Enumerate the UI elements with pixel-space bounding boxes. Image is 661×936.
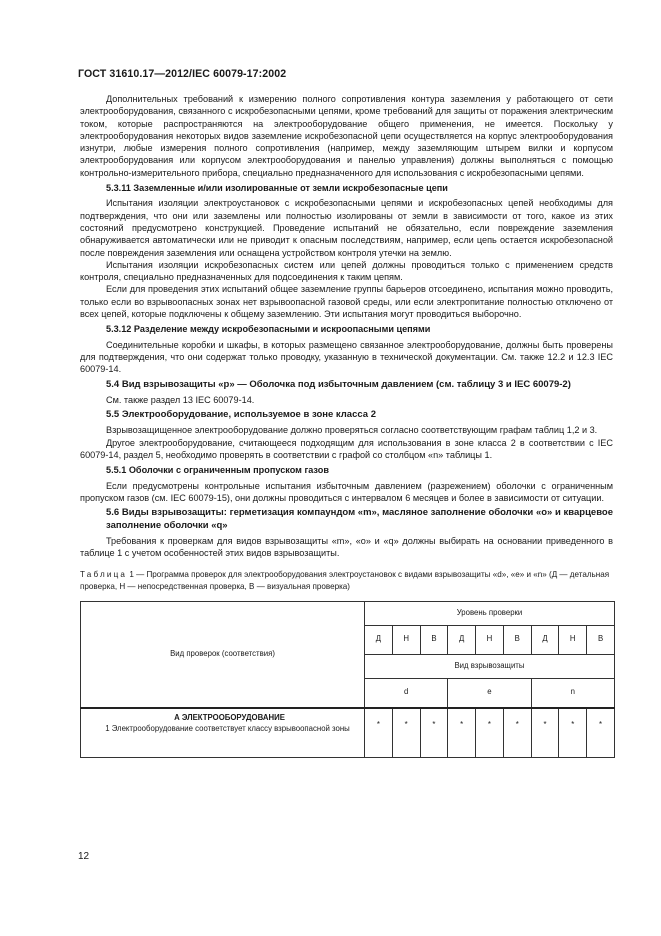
paragraph: Если для проведения этих испытаний общее заземление группы барьеров отсоединено, испытания можно проводить, только если во взрывоопасных зонах нет взрывоопасной газовой среды, или если электропитание полностью отключено от всех цепей, которые подключены к общему заземлению. Эти испытания могут проводиться выборочно. [80, 284, 613, 320]
paragraph: Другое электрооборудование, считающееся подходящим для использования в зоне класса 2 в соответствии с IEC 60079-14, раздел 5, необходимо проверять в соответствии с графой со столбцом «n» таблицы 1. [80, 437, 613, 461]
table-row [81, 708, 615, 758]
level-header: Уровень проверки [365, 601, 615, 625]
table-row-label [81, 708, 365, 758]
paragraph: Испытания изоляции электроустановок с искробезопасными цепями и искробезопасных цепей необходимы для подтверждения, что они или заземлены или полностью изолированы от земли в зависимости от того, какое из этих состояний предусмотрено конструкцией. Проведение испытаний не обязательно, если повреждение заземления обнаруживается автоматически или не приводит к опасным последствиям, например, если цепь остается искробезопасной после повреждения заземления или оснащена устройством контроля утечки на землю. [80, 198, 613, 258]
level-cell: Д [531, 625, 559, 654]
paragraph: Соединительные коробки и шкафы, в которых размещено связанное электрооборудование, должны быть проверены для подтверждения, что они содержат только проводку, указанную в технической документации. См. также 12.2 и 12.3 IEC 60079-14. [80, 339, 613, 375]
paragraph: Требования к проверкам для видов взрывозащиты «m», «о» и «q» должны выбирать на основании приведенного в таблице 1 с учетом особенностей этих видов взрывозащиты. [80, 535, 613, 559]
level-cell: Д [448, 625, 476, 654]
protection-type-cell: n [531, 678, 614, 708]
mark-cell: * [531, 708, 559, 758]
mark-cell: * [392, 708, 420, 758]
section-heading: 5.3.12 Разделение между искробезопасными и искроопасными цепями [106, 324, 431, 335]
level-cell: Н [392, 625, 420, 654]
paragraph: Если предусмотрены контрольные испытания избыточным давлением (разрежением) оболочки с ограниченным пропуском газов (см. IEC 60079-15), они должны проводиться с интервалом 6 месяцев и более в зависимости от ситуации. [80, 480, 613, 503]
paragraph: Взрывозащищенное электрооборудование должно проверяться согласно соответствующим графам таблиц 1,2 и 3. [106, 425, 598, 436]
mark-cell: * [587, 708, 615, 758]
protection-type-cell: e [448, 678, 531, 708]
table-section-a: А ЭЛЕКТРООБОРУДОВАНИЕ [174, 712, 285, 722]
mark-cell: * [476, 708, 504, 758]
document-header: ГОСТ 31610.17—2012/IEC 60079-17:2002 [78, 68, 287, 80]
mark-cell: * [365, 708, 393, 758]
table-header-row [81, 601, 615, 625]
table-row-text: 1 Электрооборудование соответствует классу взрывоопасной зоны [105, 723, 350, 733]
table-caption [80, 569, 613, 592]
paragraph: Испытания изоляции искробезопасных систем или цепей должны проводиться только с применением средств контроля, специально предназначенных для подсоединения к таким цепям. [80, 259, 613, 283]
paragraph: См. также раздел 13 IEC 60079-14. [106, 394, 255, 405]
level-cell: В [503, 625, 531, 654]
level-cell: Д [365, 625, 393, 654]
mark-cell: * [420, 708, 448, 758]
mark-cell: * [448, 708, 476, 758]
section-heading: 5.5 Электрооборудование, используемое в зоне класса 2 [106, 409, 376, 421]
page-number: 12 [78, 851, 90, 862]
level-cell: Н [476, 625, 504, 654]
protection-header: Вид взрывозащиты [365, 654, 615, 678]
inspection-table [80, 601, 615, 758]
section-heading: 5.6 Виды взрывозащиты: герметизация компаундом «m», масляное заполнение оболочки «о» и кварцевое заполнение оболочки «q» [106, 507, 613, 531]
level-cell: В [587, 625, 615, 654]
document-body [80, 93, 613, 758]
section-heading: 5.4 Вид взрывозащиты «р» — Оболочка под избыточным давлением (см. таблицу 3 и IEC 60079-2) [106, 378, 571, 390]
mark-cell: * [503, 708, 531, 758]
table-caption-word: Таблица [80, 570, 128, 580]
section-heading: 5.3.11 Заземленные и/или изолированные от земли искробезопасные цепи [106, 183, 448, 194]
mark-cell: * [559, 708, 587, 758]
level-cell: В [420, 625, 448, 654]
level-cell: Н [559, 625, 587, 654]
section-heading: 5.5.1 Оболочки с ограниченным пропуском газов [106, 465, 329, 476]
table-caption-text: 1 — Программа проверок для электрооборудования электроустановок с видами взрывозащиты «d», «е» и «n» (Д — детальная проверка, Н — непосредственная проверка, В — визуальная проверка) [80, 570, 610, 591]
paragraph: Дополнительных требований к измерению полного сопротивления контура заземления у работающего от сети электрооборудования, связанного с искробезопасными цепями, кроме требований для защиты от поражения электрическим током, которые распространяются на электрооборудование общего применения, не имеется. Поскольку у электрооборудования некоторых видов заземление искробезопасной цепи осуществляется на корпус электрооборудования изнутри, любые измерения полного сопротивления (например, между заземляющим штырем вилки и корпусом электрооборудования или корпусом электрооборудования и панелью управления) должны выполняться с помощью контрольно-измерительного прибора, специально предназначенного для использования с искробезопасными цепями. [80, 94, 613, 178]
protection-type-cell: d [365, 678, 448, 708]
table-col-header: Вид проверок (соответствия) [81, 601, 365, 708]
